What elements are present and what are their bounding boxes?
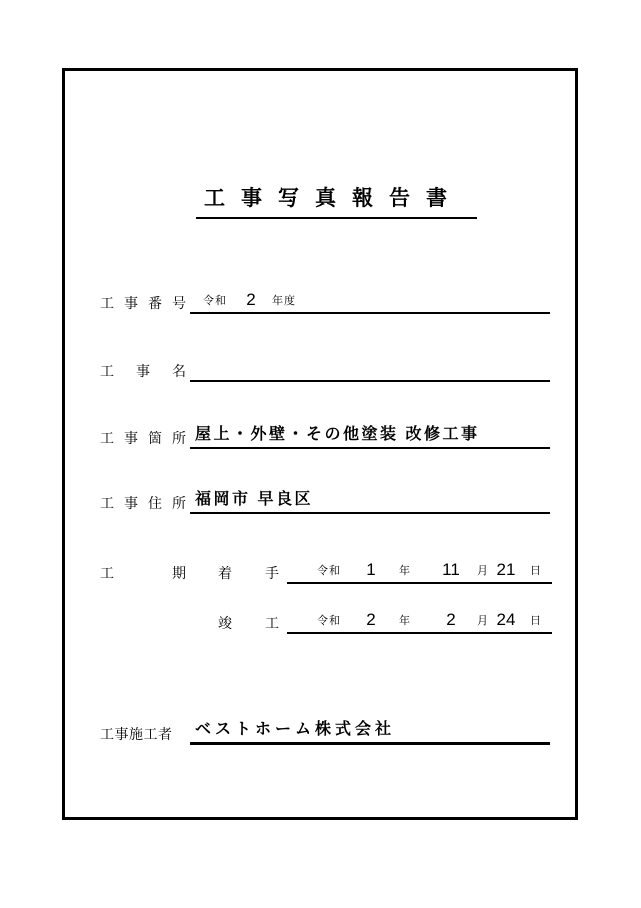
field-label-koji-kasho: 工事箇所: [100, 430, 186, 446]
start-day-value: 21: [496, 560, 516, 579]
field-row-koji-mei: [0, 356, 641, 382]
era-label: 令和: [203, 295, 227, 307]
field-row-koki-chakushu: [0, 558, 641, 584]
end-year-value: 2: [366, 610, 376, 629]
end-month-value: 2: [446, 610, 456, 629]
era-label: 令和: [317, 615, 341, 627]
fiscal-year-unit: 年度: [272, 295, 296, 307]
chakushu-date-underline: [287, 556, 552, 584]
day-unit: 日: [530, 565, 542, 577]
shunko-date-underline: [287, 606, 552, 634]
koji-kasho-underline: [190, 421, 550, 449]
field-row-koji-kasho: [0, 423, 641, 449]
koji-jusho-underline: [190, 486, 550, 514]
month-unit: 月: [477, 565, 489, 577]
day-unit: 日: [530, 615, 542, 627]
koji-sekosha-underline: [190, 715, 550, 745]
start-year-value: 1: [366, 560, 376, 579]
field-label-koki: 工期: [100, 565, 186, 581]
field-label-koji-sekosha: 工事施工者: [100, 726, 173, 742]
field-row-shunko: [0, 608, 641, 634]
sublabel-shunko: 竣工: [218, 615, 279, 631]
year-unit: 年: [399, 615, 411, 627]
start-month-value: 11: [442, 560, 460, 579]
field-label-koji-bango: 工事番号: [100, 295, 186, 311]
month-unit: 月: [477, 615, 489, 627]
year-unit: 年: [399, 565, 411, 577]
era-label: 令和: [317, 565, 341, 577]
end-day-value: 24: [496, 610, 516, 629]
field-row-koji-sekosha: [0, 718, 641, 745]
field-label-koji-jusho: 工事住所: [100, 495, 186, 511]
field-row-koji-jusho: [0, 488, 641, 514]
field-label-koji-mei: 工事名: [100, 363, 186, 379]
koji-jusho-value: 福岡市 早良区: [195, 491, 313, 508]
fiscal-year-value: 2: [246, 290, 256, 309]
koji-kasho-value: 屋上・外壁・その他塗装 改修工事: [195, 426, 480, 443]
koji-mei-underline: [190, 354, 550, 382]
contractor-name-value: ベストホーム株式会社: [195, 721, 396, 738]
koji-bango-underline: [190, 286, 550, 314]
page-title: 工事写真報告書: [196, 182, 477, 219]
field-row-koji-bango: [0, 288, 641, 314]
sublabel-chakushu: 着手: [218, 565, 279, 581]
